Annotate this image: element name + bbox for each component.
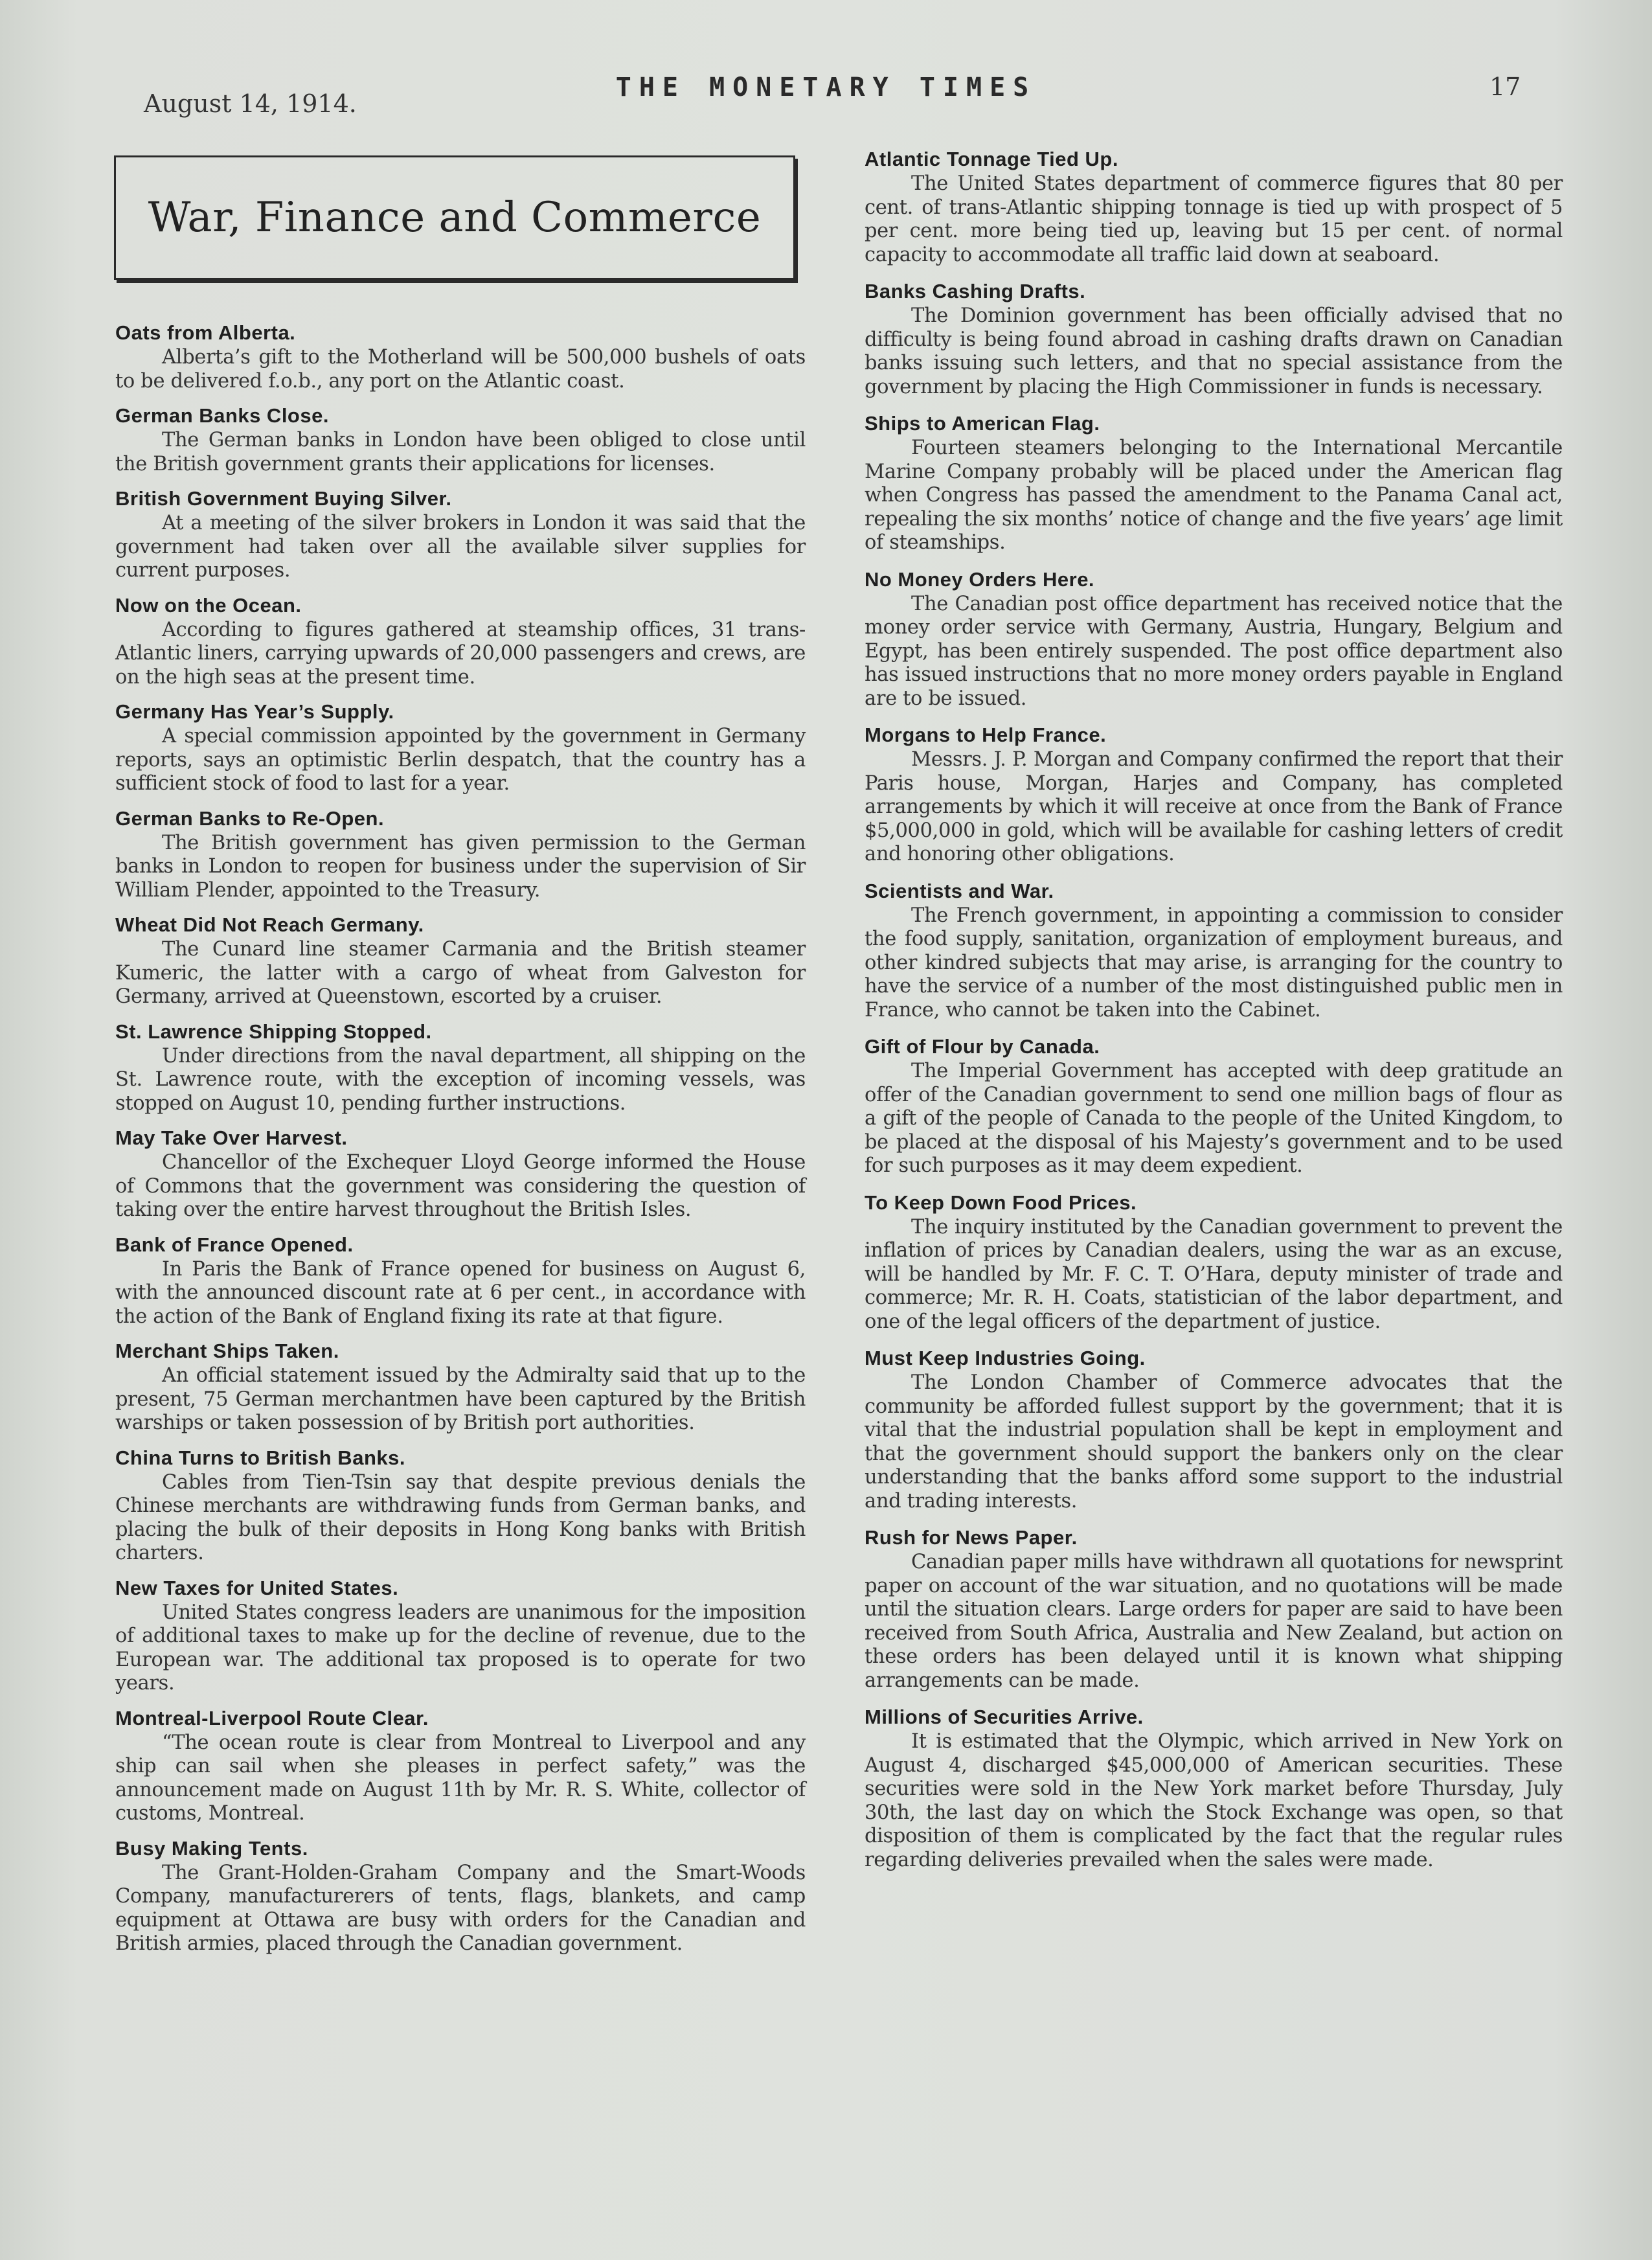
news-item	[865, 1034, 1563, 1178]
news-item-headline: Wheat Did Not Reach Germany.	[115, 913, 424, 936]
news-item	[865, 878, 1563, 1023]
news-item	[115, 1338, 806, 1435]
news-item-body: It is estimated that the Olympic, which arrived in New York on August 4, discharged $45,000,000 of American securities. These securities were sold in the New York market before Thursday, July 30th, the last day on which the Stock Exchange was open, so that disposition of them is complicated by the fact that the regular rules regarding deliveries prevailed when the sales were made.	[865, 1730, 1563, 1871]
news-item	[865, 146, 1563, 267]
news-item	[115, 806, 806, 903]
news-item	[865, 411, 1563, 555]
news-item-body: The Cunard line steamer Carmania and the British steamer Kumeric, the latter with a cargo of wheat from Galveston for Germany, arrived at Queenstown, escorted by a cruiser.	[115, 938, 806, 1008]
news-item	[115, 1125, 806, 1222]
news-item	[865, 1190, 1563, 1334]
news-item-body: Under directions from the naval department, all shipping on the St. Lawrence route, with the exception of incoming vessels, was stopped on August 10, pending further instructions.	[115, 1044, 806, 1115]
news-item-body: The United States department of commerce figures that 80 per cent. of trans-Atlantic shipping tonnage is tied up with prospect of 5 per cent. more being tied up, leaving but 15 per cent. of normal capacity to accommodate all traffic laid down at seaboard.	[865, 172, 1563, 266]
left-column	[115, 320, 806, 1966]
page-number: 17	[1489, 73, 1521, 101]
news-item-body: An official statement issued by the Admiralty said that up to the present, 75 German merchantmen have been captured by the British warships or taken possession of by British port authorities.	[115, 1364, 806, 1434]
news-item-body: The British government has given permission to the German banks in London to reopen for business under the supervision of Sir William Plender, appointed to the Treasury.	[115, 831, 806, 902]
news-item	[115, 1836, 806, 1956]
news-item-body: The German banks in London have been obliged to close until the British government grants their applications for licenses.	[115, 429, 806, 475]
news-item-body: United States congress leaders are unanimous for the imposition of additional taxes to make up for the decline of revenue, due to the European war. The additional tax proposed is to operate for two years.	[115, 1601, 806, 1695]
news-item	[865, 279, 1563, 399]
news-item-body: Cables from Tien-Tsin say that despite previous denials the Chinese merchants are withdrawing funds from German banks, and placing the bulk of their deposits in Hong Kong banks with British charters.	[115, 1470, 806, 1564]
news-item	[865, 1345, 1563, 1513]
news-item-body: A special commission appointed by the government in Germany reports, says an optimistic Berlin despatch, that the country has a sufficient stock of food to last for a year.	[115, 725, 806, 795]
news-item	[115, 403, 806, 476]
news-item-body: Alberta’s gift to the Motherland will be 500,000 bushels of oats to be delivered f.o.b., any port on the Atlantic coast.	[115, 346, 806, 393]
news-item-headline: Millions of Securities Arrive.	[865, 1706, 1144, 1728]
news-item-body: “The ocean route is clear from Montreal to Liverpool and any ship can sail when she pleases in perfect safety,” was the announcement made on August 11th by Mr. R. S. White, collector of customs, Montreal.	[115, 1731, 806, 1825]
news-item-body: According to figures gathered at steamship offices, 31 trans-Atlantic liners, carrying upwards of 20,000 passengers and crews, are on the high seas at the present time.	[115, 618, 806, 689]
news-item-headline: St. Lawrence Shipping Stopped.	[115, 1020, 432, 1043]
news-item-body: The Imperial Government has accepted with deep gratitude an offer of the Canadian government to send one million bags of flour as a gift of the people of Canada to the people of the United Kingdom, to be placed at the disposal of his Majesty’s government and to be used for such purposes as it may deem expedient.	[865, 1060, 1563, 1177]
news-item	[115, 1019, 806, 1116]
news-item	[865, 722, 1563, 867]
news-item-headline: Scientists and War.	[865, 879, 1054, 902]
publication-title: THE MONETARY TIMES	[615, 73, 1037, 102]
news-item	[115, 593, 806, 690]
news-item-body: The French government, in appointing a commission to consider the food supply, sanitation, organization of employment bureaus, and other kindred subjects that may arise, is arranging for the country to have the service of a number of the most distinguished public men in France, who cannot be taken into the Cabinet.	[865, 904, 1563, 1022]
news-item	[865, 1525, 1563, 1693]
news-item-headline: German Banks to Re-Open.	[115, 806, 385, 830]
news-item	[115, 699, 806, 796]
news-item-headline: Germany Has Year’s Supply.	[115, 700, 394, 723]
news-item	[115, 912, 806, 1009]
news-item-headline: No Money Orders Here.	[865, 567, 1095, 591]
news-item-headline: Banks Cashing Drafts.	[865, 280, 1086, 302]
news-item	[115, 486, 806, 583]
news-item-headline: Rush for News Paper.	[865, 1526, 1078, 1549]
news-item-headline: Ships to American Flag.	[865, 412, 1100, 435]
news-item-headline: British Government Buying Silver.	[115, 487, 452, 510]
news-item-headline: China Turns to British Banks.	[115, 1446, 405, 1469]
news-item-body: In Paris the Bank of France opened for business on August 6, with the announced discount rate at 6 per cent., in accordance with the action of the Bank of England fixing its rate at that figure.	[115, 1257, 806, 1328]
news-item-headline: Must Keep Industries Going.	[865, 1347, 1146, 1369]
news-item-headline: Morgans to Help France.	[865, 724, 1107, 746]
news-item-body: Messrs. J. P. Morgan and Company confirmed the report that their Paris house, Morgan, Harjes and Company, has completed arrangements by which it will receive at once from the Bank of France $5,000,000 in gold, which will be available for cashing letters of credit and honoring other obligations.	[865, 748, 1563, 865]
news-item-headline: Now on the Ocean.	[115, 593, 302, 617]
issue-date: August 14, 1914.	[144, 89, 357, 118]
news-item-headline: Bank of France Opened.	[115, 1233, 354, 1256]
section-banner	[114, 155, 795, 280]
news-item	[115, 1232, 806, 1329]
news-item-body: Chancellor of the Exchequer Lloyd George informed the House of Commons that the government was considering the question of taking over the entire harvest throughout the British Isles.	[115, 1151, 806, 1221]
news-item-body: The Dominion government has been officially advised that no difficulty is being found abroad in cashing drafts drawn on Canadian banks issuing such letters, and that no special assistance from the government by placing the High Commissioner in funds is necessary.	[865, 304, 1563, 398]
news-item	[115, 1445, 806, 1566]
news-item-headline: Atlantic Tonnage Tied Up.	[865, 148, 1118, 170]
news-item	[115, 1706, 806, 1826]
news-item-body: The inquiry instituted by the Canadian government to prevent the inflation of prices by Canadian dealers, using the war as an excuse, will be handled by Mr. F. C. T. O’Hara, deputy minister of trade and commerce; Mr. R. H. Coats, statistician of the labor department, and one of the legal officers of the department of justice.	[865, 1215, 1563, 1333]
news-item-body: The Grant-Holden-Graham Company and the Smart-Woods Company, manufacturerers of tents, flags, blankets, and camp equipment at Ottawa are busy with orders for the Canadian and British armies, placed through the Canadian government.	[115, 1861, 806, 1955]
news-item-headline: May Take Over Harvest.	[115, 1126, 348, 1149]
section-title: War, Finance and Commerce	[148, 194, 762, 242]
news-item	[865, 567, 1563, 711]
news-item-body: Canadian paper mills have withdrawn all quotations for newsprint paper on account of the war situation, and no quotations will be made until the situation clears. Large orders for paper are said to have been received from South Africa, Australia and New Zealand, but action on these orders has been delayed until it is known what shipping arrangements can be made.	[865, 1551, 1563, 1692]
news-item-body: The Canadian post office department has received notice that the money order service with Germany, Austria, Hungary, Belgium and Egypt, has been entirely suspended. The post office department also has issued instructions that no more money orders payable in England are to be issued.	[865, 592, 1563, 710]
news-item	[115, 1575, 806, 1696]
news-item-headline: German Banks Close.	[115, 404, 329, 427]
news-item-body: The London Chamber of Commerce advocates that the community be afforded fullest support by the government; that it is vital that the industrial population shall be kept in employment and that the government should support the bankers only on the clear understanding that the banks afford some support to the industrial and trading interests.	[865, 1371, 1563, 1512]
news-item-headline: Montreal-Liverpool Route Clear.	[115, 1706, 429, 1729]
news-item-headline: Gift of Flour by Canada.	[865, 1035, 1100, 1058]
news-item-headline: Oats from Alberta.	[115, 321, 296, 344]
news-item	[865, 1704, 1563, 1872]
news-item-body: Fourteen steamers belonging to the International Mercantile Marine Company probably will be placed under the American flag when Congress has passed the amendment to the Panama Canal act, repealing the six months’ notice of change and the five years’ age limit of steamships.	[865, 437, 1563, 554]
right-column	[865, 146, 1563, 1884]
news-item-headline: To Keep Down Food Prices.	[865, 1191, 1137, 1214]
news-item	[115, 320, 806, 393]
news-item-body: At a meeting of the silver brokers in London it was said that the government had taken over all the available silver supplies for current purposes.	[115, 512, 806, 582]
news-item-headline: New Taxes for United States.	[115, 1576, 399, 1599]
news-item-headline: Merchant Ships Taken.	[115, 1340, 339, 1362]
news-item-headline: Busy Making Tents.	[115, 1836, 308, 1860]
